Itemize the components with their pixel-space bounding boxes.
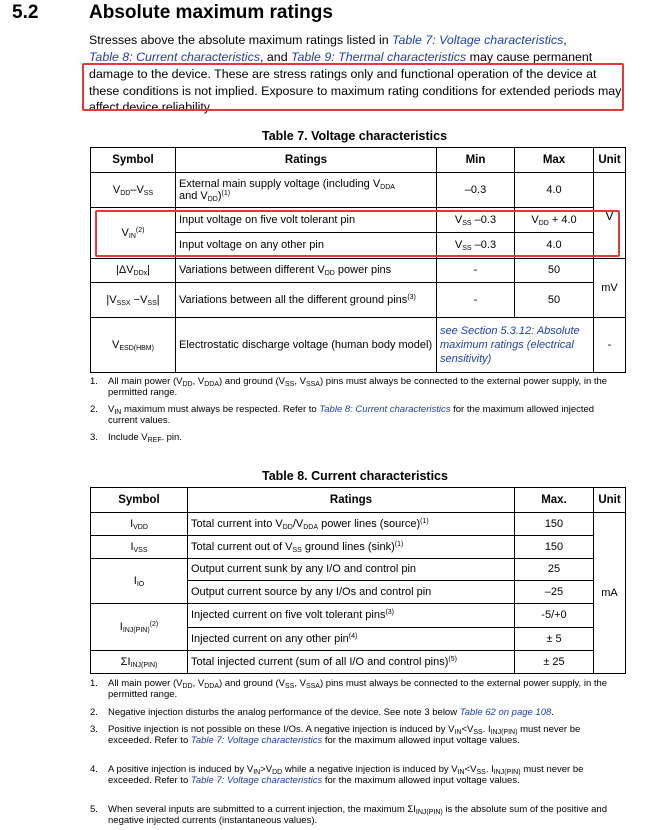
t8-header-unit: Unit (598, 493, 621, 506)
t: Injected current on any other pin (191, 632, 349, 645)
t7-r1-min: –0.3 (464, 183, 487, 196)
s: SS (285, 683, 295, 690)
link-table62[interactable]: Table 62 on page 108 (459, 707, 552, 718)
t: ΣI (120, 655, 131, 668)
link-table9[interactable]: Table 9: Thermal characteristics (291, 49, 467, 64)
t: <V (464, 764, 477, 775)
t7-header-symbol: Symbol (112, 153, 154, 166)
t7-r3-max: 4.0 (546, 239, 562, 252)
t: must never be exceeded. Refer to (108, 724, 581, 746)
s: IN (114, 409, 122, 416)
intro-lead: Stresses above the absolute maximum ratings listed in (89, 33, 393, 47)
t: , V (192, 678, 205, 689)
t: External main supply voltage (including V (179, 177, 381, 190)
t8-header-symbol: Symbol (118, 493, 160, 506)
footnote-ref: (1) (420, 517, 429, 525)
t: ) pins must always be connected to the external power supply, in the permitted range. (108, 376, 608, 398)
t: + 4.0 (548, 213, 577, 226)
t: Variations between all the different ground pins (179, 293, 408, 306)
t8-r2-rating (188, 536, 514, 558)
s: DDA (303, 523, 319, 531)
intro-highlighted-text: damage to the device. These are stress ratings only and functional operation of the device at these conditions is not implied. Exposure to maximum rating conditions for extended periods may affect device reliability. (89, 67, 622, 114)
t8-header-ratings: Ratings (329, 493, 373, 506)
t: for the maximum allowed input voltage values. (322, 734, 520, 746)
s: SS (473, 729, 483, 736)
t: . (551, 707, 554, 718)
t: while a negative injection is induced by V (282, 764, 458, 775)
t (108, 377, 618, 398)
n: 2. (90, 707, 98, 718)
t7-header-unit: Unit (598, 153, 621, 166)
table7 (90, 147, 626, 373)
t: Total injected current (sum of all I/O and control pins) (191, 655, 449, 668)
t: ground lines (sink) (301, 540, 395, 553)
link-table8[interactable]: Table 8: Current characteristics (89, 49, 261, 64)
t: ) and ground (V (218, 376, 285, 387)
t: I (133, 574, 137, 587)
t (108, 725, 618, 746)
s: SSA (305, 683, 320, 690)
highlight-box (82, 63, 624, 111)
t: power lines (source) (318, 517, 421, 530)
t: Total current out of V (191, 540, 293, 553)
t8-r1-rating (188, 513, 514, 535)
table8 (90, 487, 626, 674)
t7-r3-rating: Input voltage on any other pin (179, 239, 324, 252)
intro-and: , and (260, 49, 292, 64)
t: ) (217, 190, 222, 202)
t: , V (294, 678, 306, 689)
t7-unit-v: V (605, 208, 614, 223)
t7-r2-rating: Input voltage on five volt tolerant pin (179, 213, 356, 226)
s: IO (136, 580, 145, 588)
t: V (454, 213, 463, 226)
t: ) and ground (V (218, 678, 285, 689)
s: INJ(PIN) (130, 661, 158, 669)
s: SS (476, 769, 486, 776)
t7-r5-min: - (473, 293, 478, 306)
n: 2. (90, 404, 98, 415)
n: 3. (90, 432, 98, 443)
t8-r4-rating: Output current source by any I/Os and control pin (191, 585, 432, 598)
s: DD (207, 196, 218, 203)
t8-r1-max: 150 (544, 517, 564, 530)
t8-r7-max: ± 25 (543, 655, 565, 668)
link-table7-note4[interactable]: Table 7: Voltage characteristics (190, 774, 323, 786)
t: I (130, 517, 134, 530)
t8-r2-symbol (91, 536, 187, 558)
t: |ΔV (115, 264, 134, 277)
s: DDA (204, 683, 219, 690)
t: . I (482, 724, 491, 735)
t8-r3-rating: Output current sunk by any I/O and control pin (191, 563, 417, 576)
s: DDA (204, 381, 219, 388)
t: V (454, 239, 463, 252)
t: Include V (108, 432, 148, 443)
s: SS (462, 219, 472, 227)
t7-r6-symbol (91, 318, 175, 372)
t: Positive injection is not possible on these I/Os. A negative injection is induced by V (108, 724, 455, 735)
n: 5. (90, 804, 98, 815)
t7-r4-min: - (473, 264, 478, 277)
t: Negative injection disturbs the analog performance of the device. See note 3 below (108, 707, 460, 718)
t7-r5-max: 50 (547, 293, 561, 306)
t: –0.3 (471, 239, 497, 252)
link-table7[interactable]: Table 7: Voltage characteristics (392, 33, 564, 47)
footnote-ref: (3) (385, 609, 395, 617)
t: <V (461, 724, 474, 735)
t: V (112, 338, 120, 351)
t7-r1-symbol (91, 173, 175, 207)
s: DD (182, 381, 193, 388)
t7-header-ratings: Ratings (284, 153, 328, 166)
t8-r4-max: –25 (544, 585, 564, 598)
t7-r4-max: 50 (547, 264, 561, 277)
t8-unit-ma: mA (601, 586, 618, 599)
t7-r4-rating (176, 259, 436, 282)
t7-r6-rating: Electrostatic discharge voltage (human body model) (179, 338, 433, 351)
s: IN (457, 769, 465, 776)
t7-r4-symbol (91, 259, 175, 282)
t: power pins (334, 264, 392, 277)
s: DD (182, 683, 193, 690)
t: I (130, 540, 134, 553)
t8-r5-rating (188, 604, 514, 627)
t8-r7-symbol (91, 651, 187, 673)
t: I (119, 620, 123, 633)
t7-r6-unit: - (607, 338, 612, 351)
t (108, 433, 182, 444)
t: V (531, 213, 539, 226)
s: SS (143, 189, 154, 197)
s: IN (454, 729, 462, 736)
footnote-ref: (2) (135, 226, 145, 234)
t: A positive injection is induced by V (108, 764, 254, 775)
s: IN (128, 232, 136, 240)
t7-r5-symbol (91, 283, 175, 317)
s: DD (324, 270, 335, 278)
t7-unit-mv: mV (601, 281, 618, 294)
t8-r6-max: ± 5 (546, 632, 562, 645)
t (108, 708, 618, 719)
s: SS (147, 299, 157, 307)
t8-header-max: Max. (541, 493, 567, 506)
t: V (112, 183, 121, 196)
s: INJ(PIN) (122, 626, 150, 634)
t: is the absolute sum of the positive and negative injected currents (instantaneous values). (108, 804, 607, 826)
t: . I (485, 764, 494, 775)
t: , V (192, 376, 205, 387)
s: DD (120, 189, 131, 197)
t8-iio-symbol (91, 559, 187, 603)
s: INJ(PIN) (490, 729, 518, 736)
n: 3. (90, 724, 98, 735)
s: DD (282, 523, 293, 531)
s: DDA (380, 183, 395, 191)
footnote-ref: (3) (407, 293, 416, 301)
s: IN (253, 769, 261, 776)
s: INJ(PIN) (415, 809, 443, 816)
s: SS (292, 546, 302, 554)
intro-comma: , (563, 33, 567, 47)
t7-r6-section-link[interactable] (437, 318, 593, 372)
s: DDx (133, 270, 148, 278)
footnote-ref: (1) (221, 190, 231, 197)
t: Variations between different V (179, 264, 325, 277)
s: SSX (116, 299, 131, 307)
t (108, 679, 618, 700)
t: –0.3 (471, 213, 497, 226)
s: REF- (147, 437, 164, 444)
s: SS (285, 381, 295, 388)
t: for the maximum allowed input voltage values. (322, 774, 520, 786)
t: All main power (V (108, 678, 183, 689)
s: SSA (305, 381, 320, 388)
t: | (156, 293, 160, 306)
t8-r7-rating (188, 651, 514, 673)
t: /V (292, 517, 304, 530)
s: DD (272, 769, 283, 776)
t: –V (130, 183, 144, 196)
table8-caption: Table 8. Current characteristics (262, 469, 448, 483)
t7-header-min: Min (465, 153, 486, 166)
t (108, 805, 618, 826)
t7-r1-max: 4.0 (546, 183, 562, 196)
footnote-ref: (2) (149, 620, 159, 628)
t: Injected current on five volt tolerant pins (191, 609, 386, 622)
s: INJ(PIN) (493, 769, 521, 776)
t: Total current into V (191, 517, 283, 530)
section-title: Absolute maximum ratings (89, 2, 333, 23)
t: maximum must always be respected. Refer to (121, 404, 320, 415)
intro-paragraph (89, 32, 629, 65)
t[interactable]: see Section 5.3.12: Absolute maximum ratings (electrical sensitivity) (440, 325, 580, 365)
t: −V (130, 293, 148, 306)
s: DD (538, 219, 549, 227)
t: for the maximum allowed injected current values. (108, 404, 595, 426)
t8-r1-symbol (91, 513, 187, 535)
t: | (147, 264, 151, 277)
t8-r2-max: 150 (544, 540, 564, 553)
s: VDD (133, 523, 148, 531)
t7-r1-rating (176, 173, 436, 207)
t: must never be exceeded. Refer to (108, 764, 584, 786)
vin-highlight-box (95, 210, 620, 257)
section-number: 5.2 (12, 2, 39, 23)
footnote-ref: (4) (348, 632, 358, 640)
intro-tail: may cause permanent (466, 49, 593, 64)
t: and V (179, 190, 208, 202)
t: , V (294, 376, 306, 387)
t (108, 405, 618, 426)
t: >V (260, 764, 273, 775)
t: V (108, 404, 115, 415)
s: VSS (133, 546, 148, 554)
t: |V (106, 293, 117, 306)
t7-header-max: Max (542, 153, 566, 166)
s: ESD(HBM) (119, 344, 154, 352)
t8-r6-rating (188, 628, 514, 650)
t8-iinj-symbol (91, 604, 187, 650)
n: 1. (90, 678, 98, 689)
t: All main power (V (108, 376, 183, 387)
n: 1. (90, 376, 98, 387)
t: pin. (163, 432, 182, 443)
t (108, 765, 618, 786)
table7-caption: Table 7. Voltage characteristics (262, 129, 448, 143)
t8-r3-max: 25 (547, 563, 561, 576)
link-table8-note[interactable]: Table 8: Current characteristics (319, 404, 451, 415)
t: ) pins must always be connected to the external power supply, in the permitted range. (108, 678, 608, 700)
t8-r5-max: -5/+0 (541, 609, 567, 622)
footnote-ref: (5) (448, 655, 457, 663)
t: When several inputs are submitted to a current injection, the maximum ΣI (108, 804, 416, 815)
n: 4. (90, 764, 98, 775)
footnote-ref: (1) (394, 540, 404, 548)
s: SS (462, 245, 472, 253)
t7-r5-rating (176, 283, 436, 317)
link-table7-note3[interactable]: Table 7: Voltage characteristics (190, 734, 323, 746)
t: V (121, 226, 129, 239)
